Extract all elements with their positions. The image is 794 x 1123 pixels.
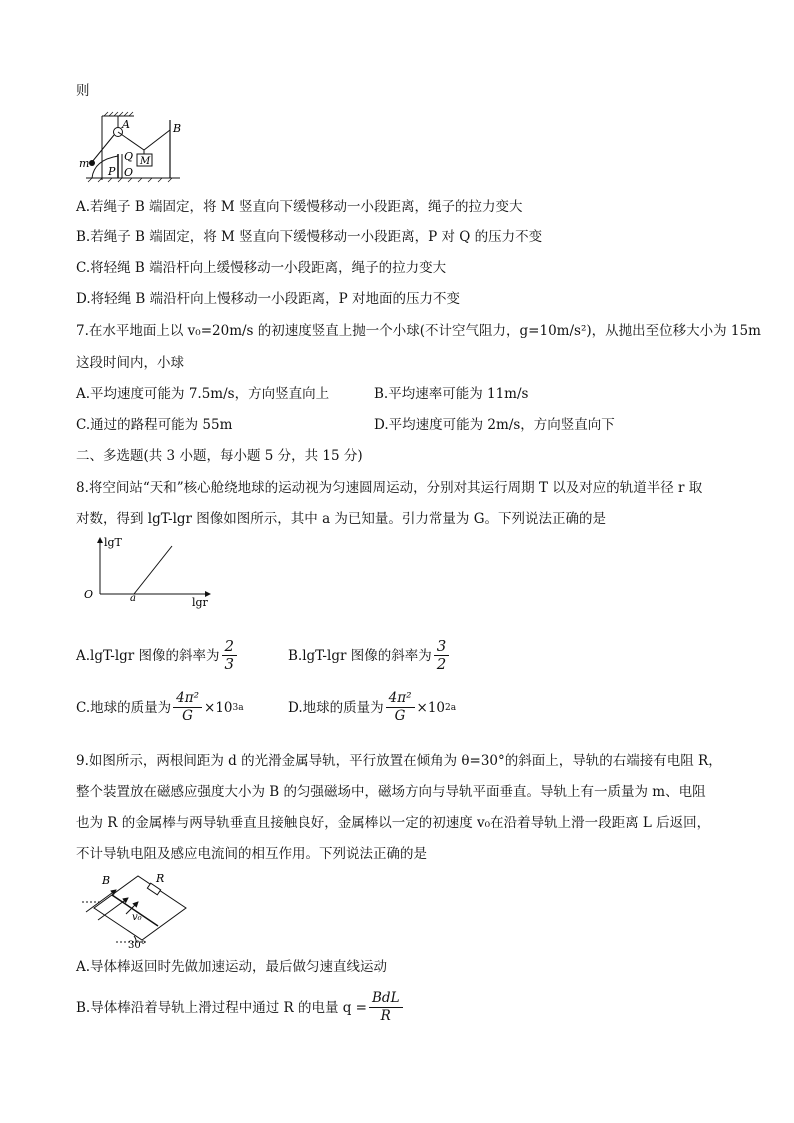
incline-rails-figure	[76, 868, 206, 950]
fraction-three-halves: $\frac{3}{2}$	[434, 638, 450, 673]
svg-text:O: O	[124, 166, 134, 179]
q8-option-d: D.地球的质量为 $\frac{\text{4π²}}{G}$ ×10 2a	[288, 690, 457, 724]
fraction-two-thirds: $\frac{2}{3}$	[222, 638, 238, 673]
q7-option-c: C.通过的路程可能为 55m	[76, 417, 233, 433]
svg-text:O: O	[84, 588, 94, 601]
svg-text:a: a	[130, 593, 136, 604]
svg-text:lgT: lgT	[104, 536, 122, 549]
q7-option-b: B.平均速率可能为 11m/s	[374, 386, 529, 402]
q9-option-b: B.导体棒沿着导轨上滑过程中通过 R 的电量 q = $\frac{\text{BdL}}{R}$	[76, 990, 405, 1025]
q7-stem-2: 这段时间内，小球	[76, 355, 184, 371]
q9-stem-1: 9.如图所示，两根间距为 d 的光滑金属导轨，平行放置在倾角为 θ=30°的斜面上，导轨的右端接有电阻 R，	[76, 753, 722, 769]
q9-stem-2: 整个装置放在磁感应强度大小为 B 的匀强磁场中，磁场方向与导轨平面垂直。导轨上有一质量为 m、电阻	[76, 784, 706, 800]
svg-text:30°: 30°	[128, 940, 146, 950]
q9-stem-4: 不计导轨电阻及感应电流间的相互作用。下列说法正确的是	[76, 846, 427, 862]
q8-option-a: A.lgT-lgr 图像的斜率为 $\frac{2}{3}$	[76, 638, 239, 673]
q8-stem-2: 对数，得到 lgT-lgr 图像如图所示，其中 a 为已知量。引力常量为 G。下列说法正确的是	[76, 511, 606, 527]
svg-text:P: P	[108, 165, 116, 178]
svg-text:B: B	[102, 874, 111, 887]
q8-option-c: C.地球的质量为 $\frac{\text{4π²}}{G}$ ×10 3a	[76, 690, 244, 724]
fraction-mass-d: $\frac{\text{4π²}}{G}$	[386, 690, 415, 725]
q9-stem-3: 也为 R 的金属棒与两导轨垂直且接触良好，金属棒以一定的初速度 v₀在沿着导轨上滑一段距离 L 后返回，	[76, 815, 711, 831]
svg-text:v₀: v₀	[132, 912, 142, 923]
svg-text:A: A	[122, 118, 130, 131]
lgt-lgr-graph	[80, 534, 220, 614]
svg-text:B: B	[173, 122, 182, 135]
q8-stem-1: 8.将空间站“天和”核心舱绕地球的运动视为匀速圆周运动，分别对其运行周期 T 以及对应的轨道半径 r 取	[76, 480, 703, 496]
q6-option-c: C.将轻绳 B 端沿杆向上缓慢移动一小段距离，绳子的拉力变大	[76, 260, 447, 276]
q6-option-b: B.若绳子 B 端固定，将 M 竖直向下缓慢移动一小段距离，P 对 Q 的压力不变	[76, 229, 543, 245]
q7-stem-1: 7.在水平地面上以 v₀=20m/s 的初速度竖直上抛一个小球(不计空气阻力，g=10m/s²)，从抛出至位移大小为 15m	[76, 323, 761, 339]
q6-option-a: A.若绳子 B 端固定，将 M 竖直向下缓慢移动一小段距离，绳子的拉力变大	[76, 199, 523, 215]
q7-option-a: A.平均速度可能为 7.5m/s，方向竖直向上	[76, 386, 330, 402]
q6-option-d: D.将轻绳 B 端沿杆向上慢移动一小段距离，P 对地面的压力不变	[76, 291, 461, 307]
section-heading: 二、多选题(共 3 小题，每小题 5 分，共 15 分)	[76, 448, 363, 464]
q9-option-a: A.导体棒返回时先做加速运动，最后做匀速直线运动	[76, 959, 388, 975]
svg-text:m: m	[79, 157, 90, 170]
q7-option-d: D.平均速度可能为 2m/s，方向竖直向下	[374, 417, 615, 433]
svg-text:M: M	[140, 156, 151, 167]
svg-text:Q: Q	[124, 150, 134, 163]
fraction-charge: $\frac{\text{BdL}}{R}$	[369, 990, 403, 1025]
fraction-mass-c: $\frac{\text{4π²}}{G}$	[173, 690, 202, 725]
svg-text:lgr: lgr	[192, 596, 208, 609]
pulley-figure	[78, 110, 188, 186]
text-ze: 则	[76, 83, 90, 99]
q8-option-b: B.lgT-lgr 图像的斜率为 $\frac{3}{2}$	[288, 638, 451, 673]
svg-text:R: R	[156, 872, 165, 885]
